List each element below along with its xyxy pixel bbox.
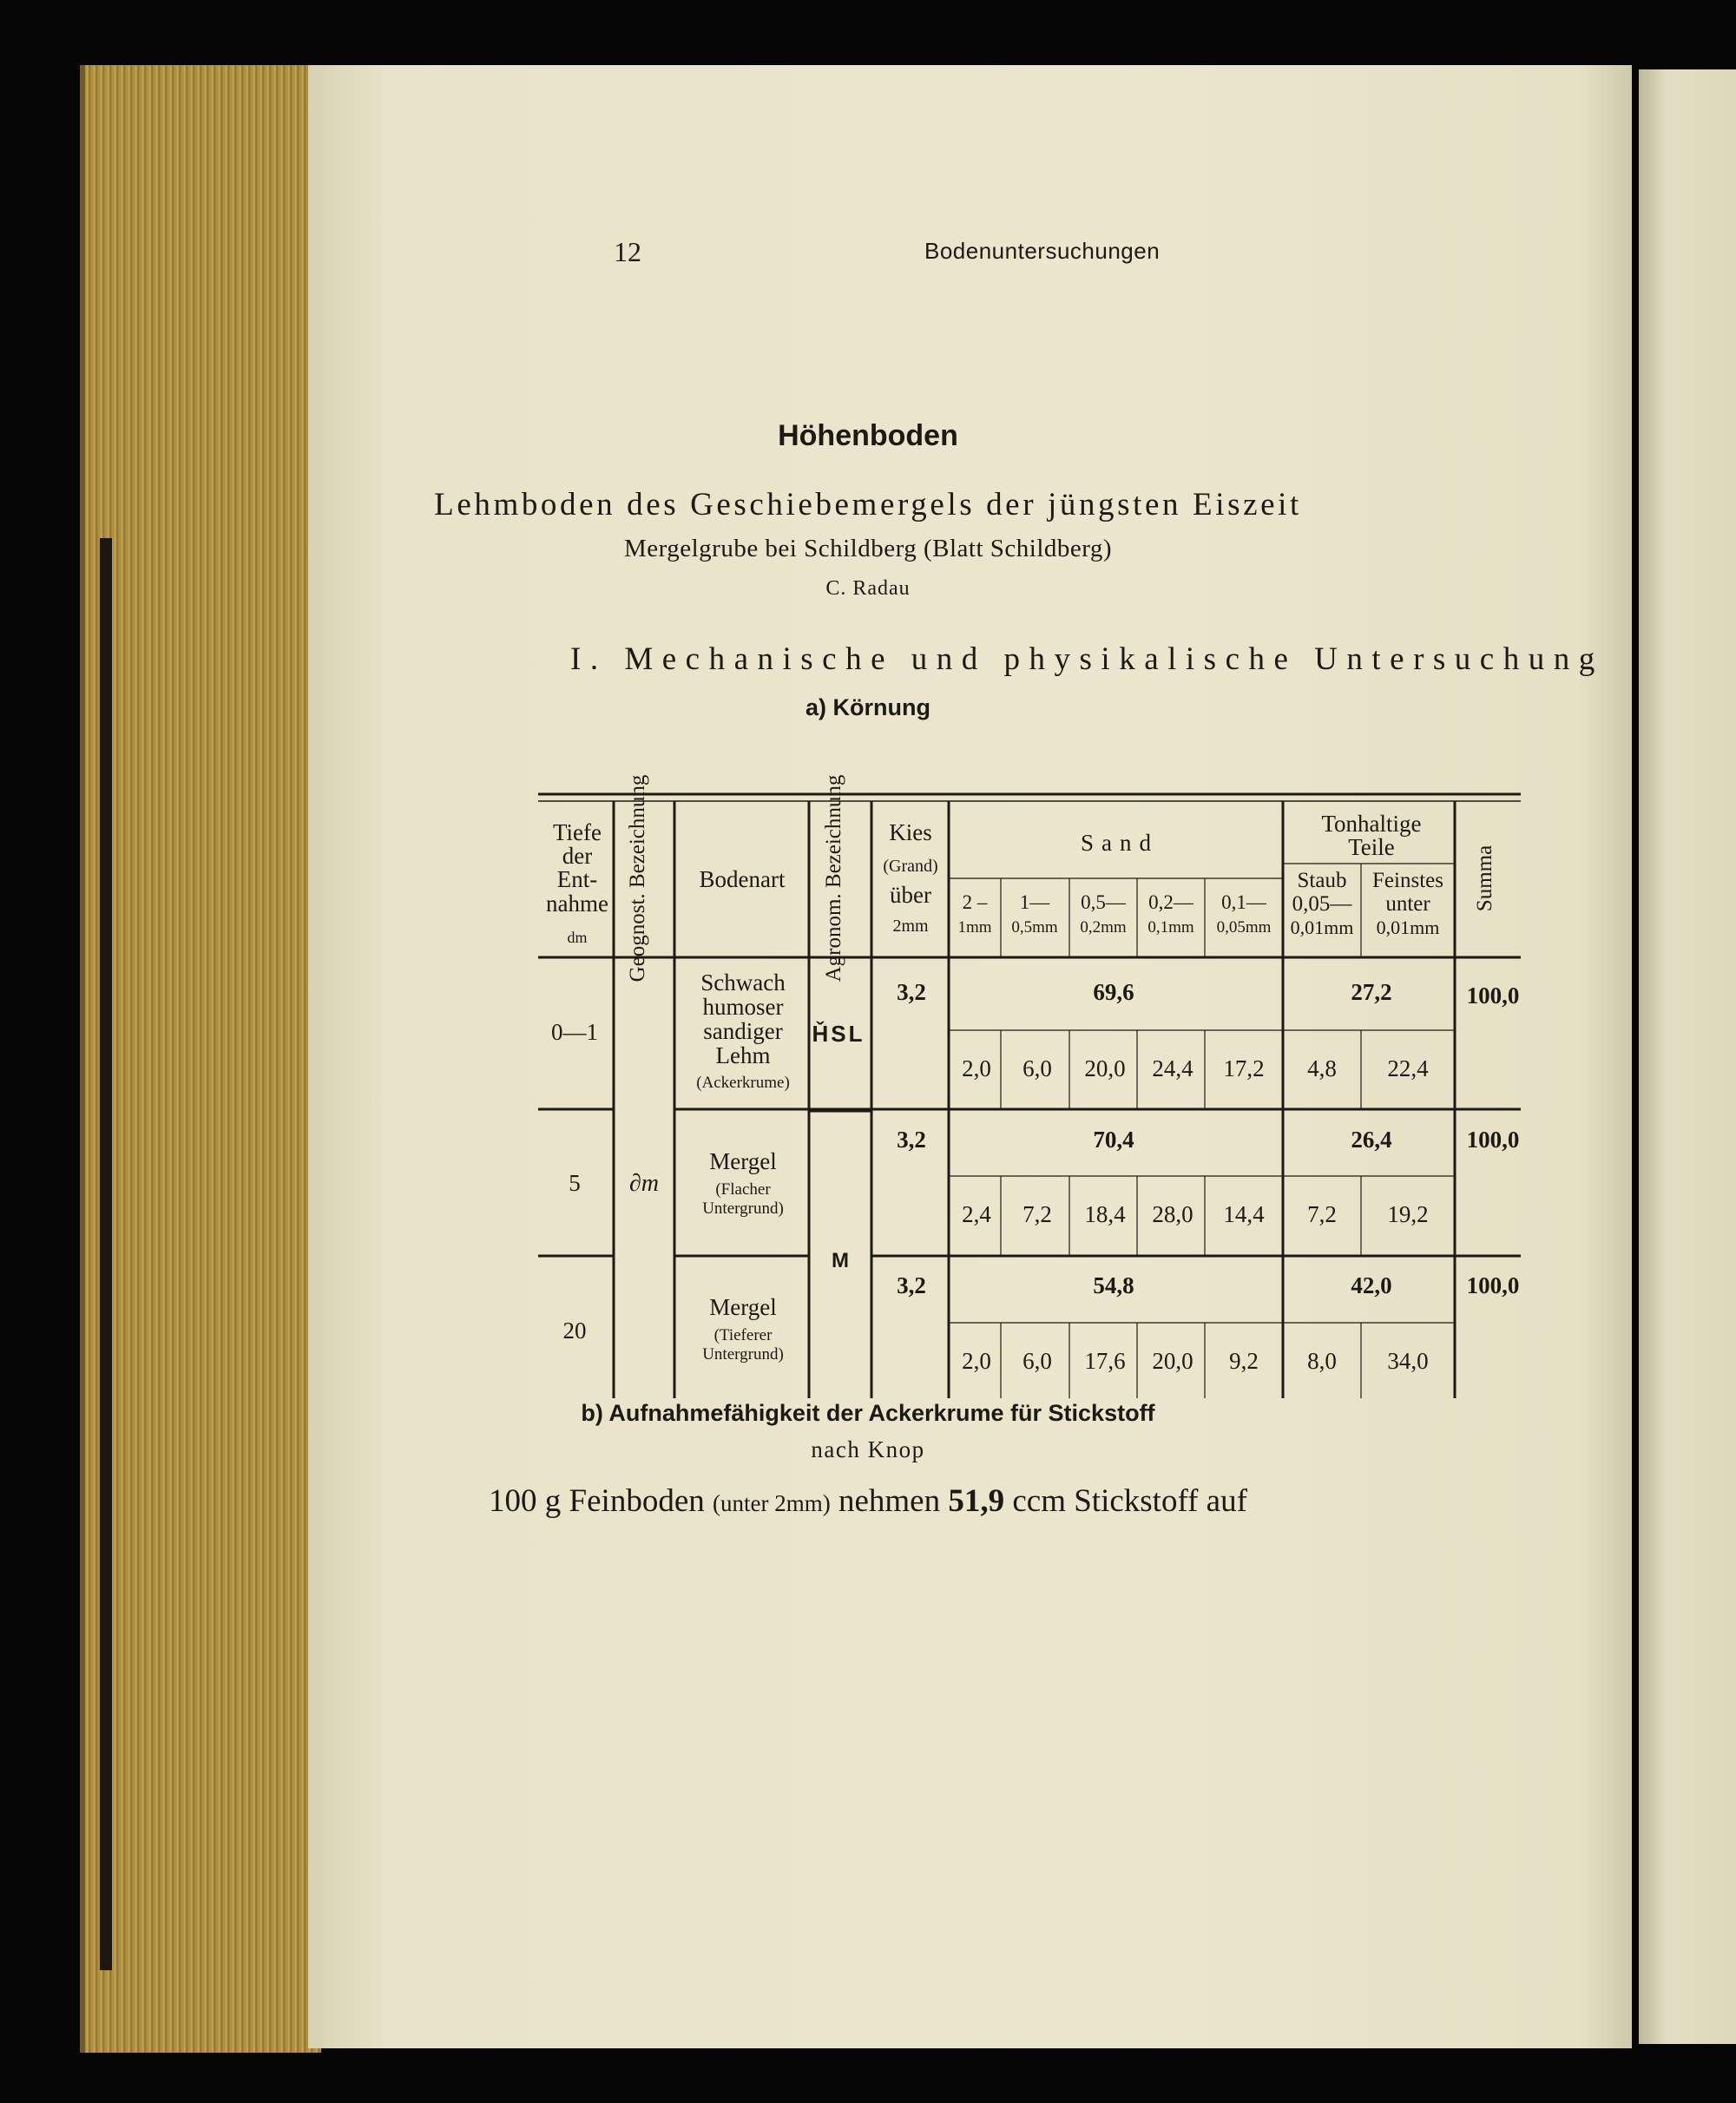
header-kies-line: 2mm (892, 917, 929, 936)
header-geognost: Geognost. Bezeichnung (626, 774, 649, 982)
row1-bodenart-line: sandiger (703, 1018, 783, 1044)
header-fraction-4-from: 0,2— (1148, 891, 1194, 913)
header-tiefe-line: Tiefe (552, 819, 602, 845)
header-tiefe-unit: dm (567, 929, 588, 946)
row2-sand-5: 14,4 (1223, 1201, 1265, 1227)
row1-bodenart-line: Lehm (715, 1042, 771, 1068)
row1-tiefe: 0—1 (551, 1019, 598, 1045)
header-staub-line: 0,01mm (1290, 917, 1354, 938)
row2-bodenart-note: Untergrund) (702, 1199, 784, 1218)
header-fraction-4-to: 0,1mm (1147, 918, 1194, 936)
header-staub (1291, 869, 1354, 938)
header-fraction-5-to: 0,05mm (1216, 918, 1272, 936)
header-fraction-3-from: 0,5— (1081, 891, 1126, 913)
row1-sand-1: 2,0 (962, 1055, 991, 1081)
row3-summa: 100,0 (1466, 1272, 1520, 1298)
table-row (569, 1127, 1519, 1272)
row2-sand-total: 70,4 (1093, 1127, 1134, 1153)
result-qualifier: (unter 2mm) (713, 1490, 831, 1516)
row1-kies: 3,2 (897, 979, 926, 1005)
row3-bodenart-note: (Tieferer (713, 1326, 773, 1344)
row3-bodenart: Mergel (709, 1294, 777, 1320)
header-tiefe-line: Ent- (556, 866, 598, 892)
row1-staub: 4,8 (1307, 1055, 1337, 1081)
result-value: 51,9 (948, 1483, 1005, 1519)
row3-sand-5: 9,2 (1229, 1348, 1259, 1374)
row3-sand-1: 2,0 (962, 1348, 991, 1374)
header-tonhaltige-line: Tonhaltige (1321, 811, 1422, 837)
header-bodenart: Bodenart (699, 866, 786, 892)
subsection-a-heading: a) Körnung (806, 694, 930, 720)
header-feinstes-line: Feinstes (1372, 869, 1443, 892)
row1-agronom: ȞSL (812, 1021, 865, 1047)
part-heading: I. Mechanische und physikalische Untersuchung (570, 641, 1604, 677)
header-fraction-1-from: 2 – (962, 891, 988, 913)
row3-tiefe: 20 (562, 1318, 587, 1344)
row1-bodenart-line: Schwach (700, 969, 786, 996)
subsection-b-heading: b) Aufnahmefähigkeit der Ackerkrume für Stickstoff (581, 1400, 1155, 1426)
row2-sand-1: 2,4 (962, 1201, 991, 1227)
author-name: C. Radau (825, 577, 911, 600)
header-staub-line: 0,05— (1292, 892, 1352, 916)
header-fraction-5-from: 0,1— (1221, 891, 1266, 913)
row3-staub: 8,0 (1307, 1348, 1337, 1374)
header-kies-line: über (890, 882, 931, 908)
row1-bodenart-line: humoser (702, 994, 784, 1020)
header-tonhaltige-line: Teile (1348, 834, 1395, 860)
row2-sand-2: 7,2 (1023, 1201, 1052, 1227)
geognost-value: ∂m (628, 1170, 660, 1197)
result-line (0, 1482, 1736, 1520)
header-kies-line: (Grand) (883, 857, 938, 876)
header-feinstes (1372, 869, 1443, 938)
row1-sand-total: 69,6 (1093, 979, 1134, 1005)
result-verb: nehmen (838, 1483, 941, 1519)
row1-sand-4: 24,4 (1152, 1055, 1194, 1081)
agronom-m: M (832, 1249, 849, 1272)
row2-tiefe: 5 (569, 1170, 581, 1196)
header-sand-fractions (957, 891, 1271, 936)
row3-sand-4: 20,0 (1152, 1348, 1194, 1374)
header-fraction-3-to: 0,2mm (1080, 918, 1127, 936)
subtitle: Lehmboden des Geschiebemergels der jüngsten Eiszeit (434, 487, 1302, 522)
section-title: Höhenboden (778, 419, 958, 452)
header-staub-line: Staub (1297, 869, 1347, 892)
result-prefix: 100 g Feinboden (489, 1483, 705, 1519)
row1-feinstes: 22,4 (1387, 1055, 1429, 1081)
row2-sand-3: 18,4 (1084, 1201, 1126, 1227)
row2-summa: 100,0 (1466, 1127, 1520, 1153)
row3-sand-3: 17,6 (1084, 1348, 1126, 1374)
row2-ton-total: 26,4 (1351, 1127, 1392, 1153)
row2-kies: 3,2 (897, 1127, 926, 1153)
header-tiefe (546, 819, 608, 946)
row3-sand-total: 54,8 (1093, 1272, 1134, 1298)
row3-sand-2: 6,0 (1023, 1348, 1052, 1374)
header-fraction-2-to: 0,5mm (1011, 918, 1058, 936)
header-tiefe-line: der (562, 843, 593, 869)
header-kies (883, 819, 937, 936)
header-feinstes-line: unter (1385, 892, 1430, 916)
row1-summa: 100,0 (1466, 982, 1520, 1009)
header-feinstes-line: 0,01mm (1376, 917, 1440, 938)
row2-staub: 7,2 (1307, 1201, 1337, 1227)
result-suffix: ccm Stickstoff auf (1012, 1483, 1247, 1519)
row1-ton-total: 27,2 (1351, 979, 1392, 1005)
row1-bodenart-note: (Ackerkrume) (696, 1074, 790, 1092)
page-number: 12 (614, 236, 641, 267)
row3-feinstes: 34,0 (1387, 1348, 1429, 1374)
row1-sand-5: 17,2 (1223, 1055, 1265, 1081)
header-tiefe-line: nahme (546, 890, 608, 917)
header-fraction-2-from: 1— (1019, 891, 1050, 913)
row2-feinstes: 19,2 (1387, 1201, 1429, 1227)
row1-sand-3: 20,0 (1084, 1055, 1126, 1081)
row2-sand-4: 28,0 (1152, 1201, 1194, 1227)
location-line: Mergelgrube bei Schildberg (Blatt Schildberg) (623, 535, 1113, 562)
method-line: nach Knop (811, 1436, 925, 1462)
header-sand: Sand (1081, 830, 1159, 856)
header-summa: Summa (1473, 844, 1496, 912)
header-kies-line: Kies (889, 819, 932, 845)
header-agronom: Agronom. Bezeichnung (822, 774, 845, 982)
row2-bodenart-note: (Flacher (715, 1180, 771, 1199)
row2-bodenart: Mergel (709, 1148, 777, 1174)
header-fraction-1-to: 1mm (957, 918, 992, 936)
running-title: Bodenuntersuchungen (924, 238, 1161, 264)
header-tonhaltige (1321, 811, 1421, 860)
row3-bodenart-note: Untergrund) (702, 1345, 784, 1364)
row3-ton-total: 42,0 (1351, 1272, 1392, 1298)
row1-sand-2: 6,0 (1023, 1055, 1052, 1081)
row3-kies: 3,2 (897, 1272, 926, 1298)
